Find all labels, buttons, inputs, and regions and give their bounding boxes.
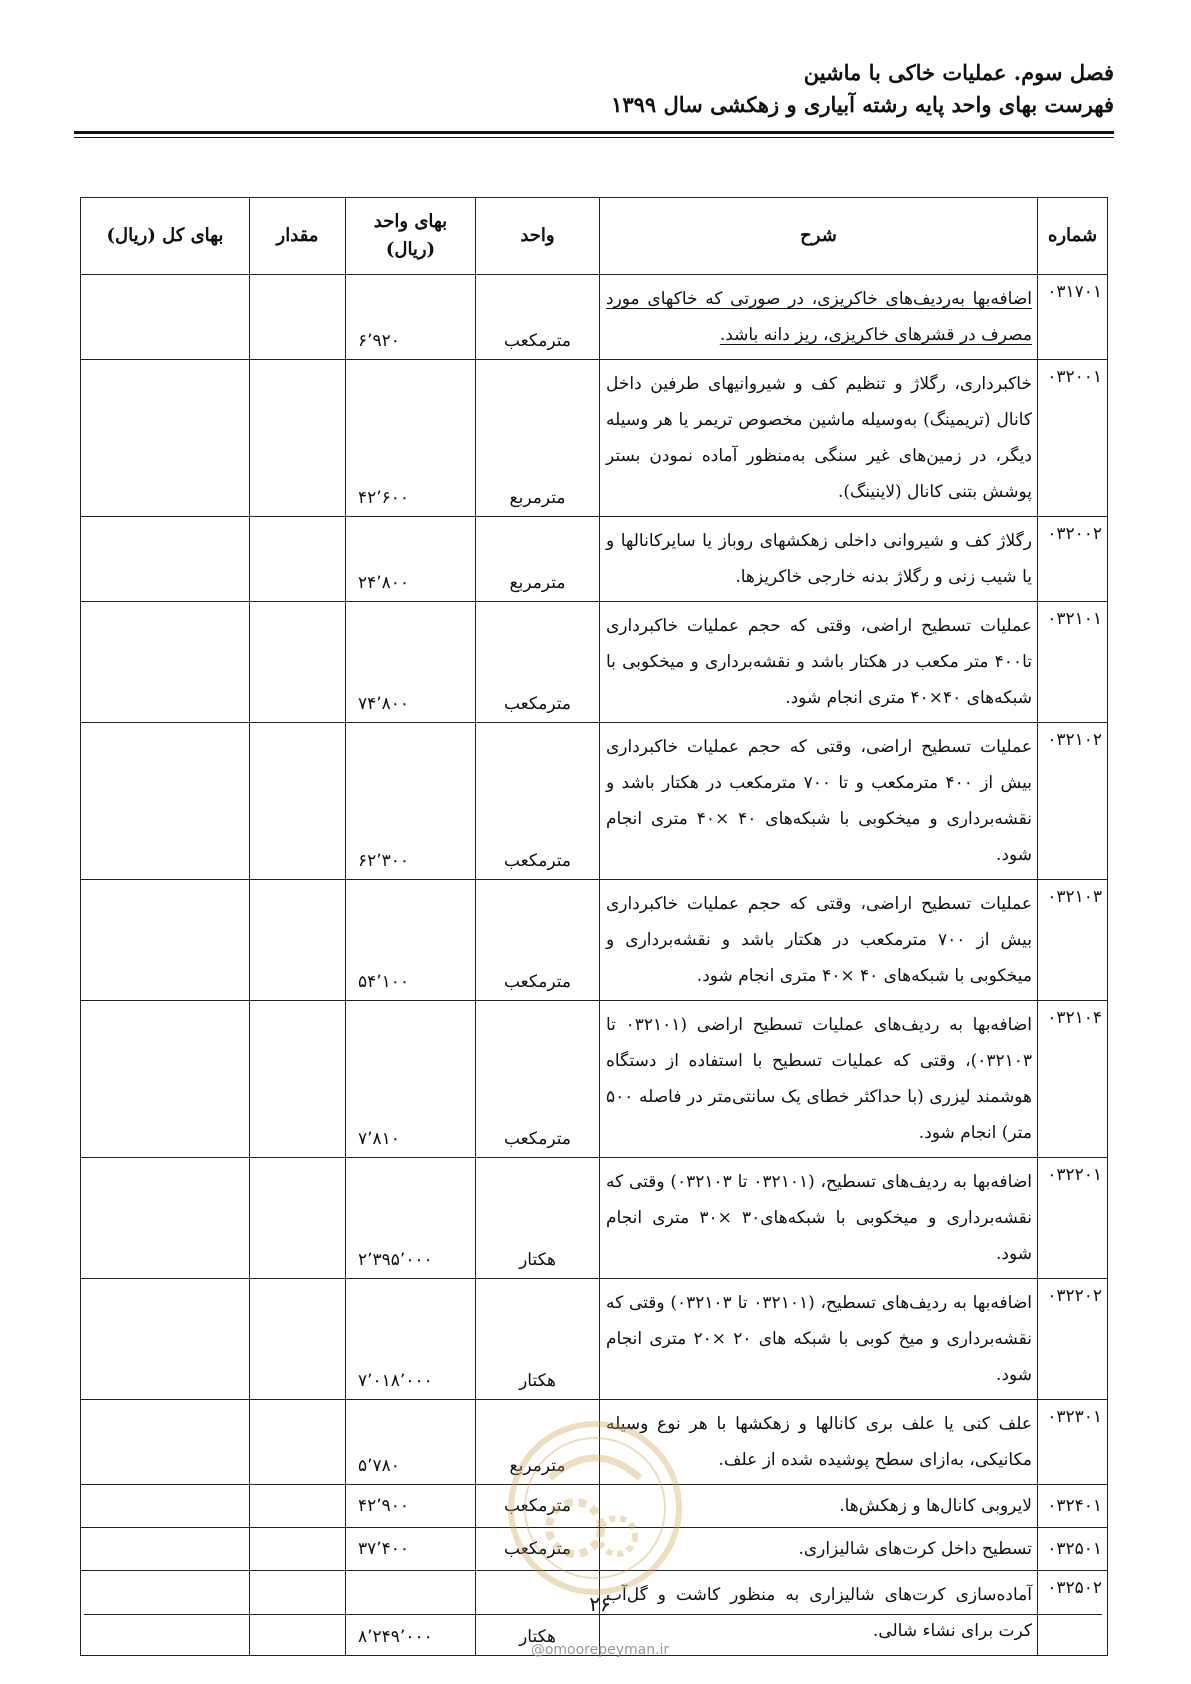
item-description: تسطیح داخل کرت‌های شالیزاری. [600, 1528, 1038, 1571]
item-unit: مترمکعب [476, 275, 600, 360]
item-quantity [250, 1528, 346, 1571]
item-unit-price: ۳۷٬۴۰۰ [346, 1528, 476, 1571]
item-number: ۰۳۲۲۰۲ [1038, 1279, 1108, 1400]
col-header-unit-price-label: بهای واحد [373, 211, 448, 232]
item-unit-price: ۵۴٬۱۰۰ [346, 880, 476, 1001]
table-row [81, 1001, 1108, 1158]
document-title: فهرست بهای واحد پایه رشته آبیاری و زهکشی سال ۱۳۹۹ [611, 92, 1114, 117]
item-unit: مترمربع [476, 1400, 600, 1485]
item-quantity [250, 1001, 346, 1158]
item-number: ۰۳۲۱۰۴ [1038, 1001, 1108, 1158]
header-rule-thin [74, 137, 1114, 138]
item-unit-price: ۲۴٬۸۰۰ [346, 517, 476, 602]
item-description: علف کنی یا علف بری کانالها و زهکشها با هر نوع وسیله مکانیکی، به‌ازای سطح پوشیده شده از علف. [600, 1400, 1038, 1485]
item-unit: هکتار [476, 1279, 600, 1400]
item-total-price [81, 1485, 250, 1528]
item-number: ۰۳۲۲۰۱ [1038, 1158, 1108, 1279]
item-unit: مترمربع [476, 360, 600, 517]
col-header-total-price: بهای کل (ریال) [81, 198, 250, 275]
item-unit: مترمکعب [476, 602, 600, 723]
item-number: ۰۳۲۵۰۲ [1038, 1571, 1108, 1656]
item-quantity [250, 517, 346, 602]
item-number: ۰۳۲۰۰۱ [1038, 360, 1108, 517]
item-number: ۰۳۲۱۰۲ [1038, 723, 1108, 880]
item-quantity [250, 1279, 346, 1400]
item-unit: هکتار [476, 1571, 600, 1656]
table-row [81, 1279, 1108, 1400]
item-description: اضافه‌بها به ردیف‌های عملیات تسطیح اراضی (۰۳۲۱۰۱ تا ۰۳۲۱۰۳)، وقتی که عملیات تسطیح با استفاده از دستگاه هوشمند لیزری (با حداکثر خطای یک سانتی‌متر در فاصله ۵۰۰ متر) انجام شود. [600, 1001, 1038, 1158]
page-header [74, 58, 1114, 122]
item-description: عملیات تسطیح اراضی، وقتی که حجم عملیات خاکبرداری بیش از ۴۰۰ مترمکعب و تا ۷۰۰ مترمکعب در هکتار باشد و نقشه‌برداری و میخکوبی با شبکه‌های ۴۰ ×۴۰ متری انجام شود. [600, 723, 1038, 880]
item-description: اضافه‌بها به ردیف‌های تسطیح، (۰۳۲۱۰۱ تا ۰۳۲۱۰۳) وقتی که نقشه‌برداری و میخ کوبی با شبکه های ۲۰ ×۲۰ متری انجام شود. [600, 1279, 1038, 1400]
item-unit-price: ۲٬۳۹۵٬۰۰۰ [346, 1158, 476, 1279]
item-total-price [81, 723, 250, 880]
col-header-description: شرح [600, 198, 1038, 275]
item-description: لایروبی کانال‌ها و زهکش‌ها. [600, 1485, 1038, 1528]
watermark-seal [505, 1418, 685, 1598]
item-unit: مترمکعب [476, 1528, 600, 1571]
table-row [81, 275, 1108, 360]
col-header-unit-price-currency: (ریال) [385, 239, 436, 260]
col-header-unit: واحد [476, 198, 600, 275]
chapter-title: فصل سوم. عملیات خاکی با ماشین [803, 60, 1114, 85]
item-unit-price: ۷٬۸۱۰ [346, 1001, 476, 1158]
item-description-text: اضافه‌بها به‌ردیف‌های خاکریزی، در صورتی که خاکهای مورد مصرف در قشرهای خاکریزی، ریز دانه باشد. [606, 289, 1032, 345]
page-number: ۲۶ [589, 1592, 611, 1616]
item-total-price [81, 275, 250, 360]
header-rule-thick [74, 131, 1114, 134]
item-total-price [81, 1571, 250, 1656]
item-quantity [250, 880, 346, 1001]
item-unit-price: ۴۲٬۶۰۰ [346, 360, 476, 517]
item-total-price [81, 1400, 250, 1485]
item-number: ۰۳۲۳۰۱ [1038, 1400, 1108, 1485]
col-header-unit-price [346, 198, 476, 275]
item-quantity [250, 360, 346, 517]
table-header-row [81, 198, 1108, 275]
item-quantity [250, 1400, 346, 1485]
item-unit-price: ۷٬۰۱۸٬۰۰۰ [346, 1279, 476, 1400]
watermark-text: @omoorepeyman.ir [530, 1642, 670, 1658]
item-total-price [81, 1279, 250, 1400]
item-unit: مترمکعب [476, 1001, 600, 1158]
item-unit-price: ۵٬۷۸۰ [346, 1400, 476, 1485]
item-number: ۰۳۲۰۰۲ [1038, 517, 1108, 602]
item-quantity [250, 723, 346, 880]
item-description: رگلاژ کف و شیروانی داخلی زهکشهای روباز یا سایرکانالها و یا شیب زنی و رگلاژ بدنه خارجی خاکریزها. [600, 517, 1038, 602]
table-row [81, 880, 1108, 1001]
item-number: ۰۳۲۴۰۱ [1038, 1485, 1108, 1528]
table-row [81, 1158, 1108, 1279]
item-total-price [81, 880, 250, 1001]
col-header-quantity: مقدار [250, 198, 346, 275]
item-number: ۰۳۲۵۰۱ [1038, 1528, 1108, 1571]
item-quantity [250, 1158, 346, 1279]
item-unit-price: ۸٬۲۴۹٬۰۰۰ [346, 1571, 476, 1656]
item-description: خاکبرداری، رگلاژ و تنظیم کف و شیروانیهای طرفین داخل کانال (تریمینگ) به‌وسیله ماشین مخصوص تریمر یا هر وسیله دیگر، در زمین‌های غیر سنگی به‌منظور آماده نمودن بستر پوشش بتنی کانال (لاینینگ). [600, 360, 1038, 517]
item-number: ۰۳۱۷۰۱ [1038, 275, 1108, 360]
item-total-price [81, 360, 250, 517]
item-quantity [250, 275, 346, 360]
item-unit-price: ۷۴٬۸۰۰ [346, 602, 476, 723]
item-description: عملیات تسطیح اراضی، وقتی که حجم عملیات خاکبرداری بیش از ۷۰۰ مترمکعب در هکتار باشد و نقشه‌برداری و میخکوبی با شبکه‌های ۴۰ ×۴۰ متری انجام شود. [600, 880, 1038, 1001]
table-row [81, 360, 1108, 517]
item-number: ۰۳۲۱۰۳ [1038, 880, 1108, 1001]
item-unit-price: ۶۲٬۳۰۰ [346, 723, 476, 880]
item-unit: مترمربع [476, 517, 600, 602]
table-row [81, 723, 1108, 880]
item-unit: مترمکعب [476, 880, 600, 1001]
item-unit: مترمکعب [476, 723, 600, 880]
item-total-price [81, 602, 250, 723]
item-description [600, 275, 1038, 360]
item-unit: مترمکعب [476, 1485, 600, 1528]
item-description: عملیات تسطیح اراضی، وقتی که حجم عملیات خاکبرداری تا۴۰۰ متر مکعب در هکتار باشد و نقشه‌برداری و میخکوبی با شبکه‌های ۴۰×۴۰ متری انجام شود. [600, 602, 1038, 723]
item-quantity [250, 602, 346, 723]
item-number: ۰۳۲۱۰۱ [1038, 602, 1108, 723]
item-description: اضافه‌بها به ردیف‌های تسطیح، (۰۳۲۱۰۱ تا ۰۳۲۱۰۳) وقتی که نقشه‌برداری و میخکوبی با شبکه‌های۳۰ ×۳۰ متری انجام شود. [600, 1158, 1038, 1279]
item-unit-price: ۶٬۹۲۰ [346, 275, 476, 360]
item-unit: هکتار [476, 1158, 600, 1279]
table-row [81, 517, 1108, 602]
table-row [81, 602, 1108, 723]
item-quantity [250, 1485, 346, 1528]
item-unit-price: ۴۲٬۹۰۰ [346, 1485, 476, 1528]
item-total-price [81, 1001, 250, 1158]
item-total-price [81, 1158, 250, 1279]
item-total-price [81, 517, 250, 602]
item-description: آماده‌سازی کرت‌های شالیزاری به منظور کاشت و گل‌آب کرت برای نشاء شالی. [600, 1571, 1038, 1656]
item-total-price [81, 1528, 250, 1571]
item-quantity [250, 1571, 346, 1656]
col-header-number: شماره [1038, 198, 1108, 275]
